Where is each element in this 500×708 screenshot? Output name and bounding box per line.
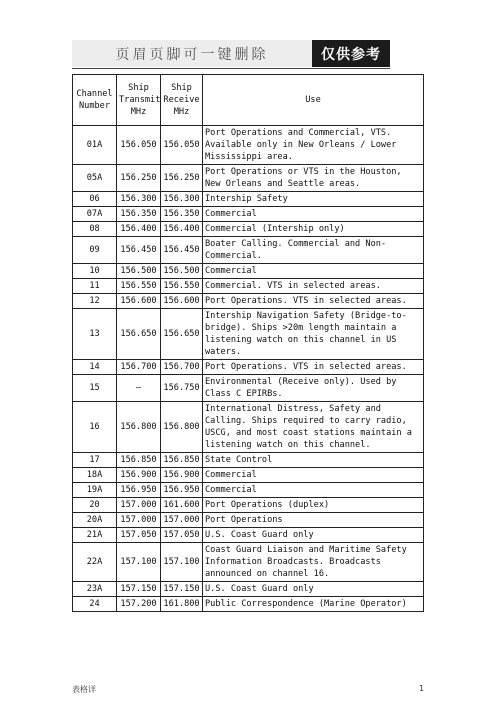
receive-cell: 156.350 — [161, 207, 203, 222]
table-row — [73, 222, 424, 237]
channel-cell: 23A — [73, 582, 117, 597]
channel-table — [72, 74, 424, 612]
receive-cell: 156.900 — [161, 468, 203, 483]
receive-cell: 156.500 — [161, 264, 203, 279]
use-cell: Boater Calling. Commercial and Non-Commercial. — [203, 237, 424, 264]
transmit-cell: 157.050 — [117, 528, 161, 543]
channel-cell: 19A — [73, 483, 117, 498]
use-cell: Commercial — [203, 483, 424, 498]
channel-cell: 05A — [73, 165, 117, 192]
table-row — [73, 543, 424, 582]
transmit-cell: 157.000 — [117, 513, 161, 528]
transmit-cell: 156.950 — [117, 483, 161, 498]
channel-cell: 06 — [73, 192, 117, 207]
transmit-cell: 156.500 — [117, 264, 161, 279]
use-cell: Port Operations (duplex) — [203, 498, 424, 513]
use-cell: Port Operations or VTS in the Houston, New Orleans and Seattle areas. — [203, 165, 424, 192]
receive-cell: 156.800 — [161, 402, 203, 453]
header-ship-transmit: Ship Transmit MHz — [117, 75, 161, 126]
receive-cell: 156.250 — [161, 165, 203, 192]
transmit-cell: 156.350 — [117, 207, 161, 222]
transmit-cell: 156.850 — [117, 453, 161, 468]
header-divider — [72, 68, 390, 69]
table-row — [73, 294, 424, 309]
table-row — [73, 360, 424, 375]
use-cell: U.S. Coast Guard only — [203, 582, 424, 597]
channel-cell: 12 — [73, 294, 117, 309]
header-use: Use — [203, 75, 424, 126]
use-cell: Environmental (Receive only). Used by Class C EPIRBs. — [203, 375, 424, 402]
use-cell: Commercial — [203, 468, 424, 483]
receive-cell: 157.000 — [161, 513, 203, 528]
channel-cell: 01A — [73, 126, 117, 165]
table-row — [73, 402, 424, 453]
receive-cell: 157.150 — [161, 582, 203, 597]
table-row — [73, 192, 424, 207]
use-cell: Port Operations. VTS in selected areas. — [203, 360, 424, 375]
channel-cell: 24 — [73, 597, 117, 612]
channel-cell: 17 — [73, 453, 117, 468]
use-cell: Coast Guard Liaison and Maritime Safety Information Broadcasts. Broadcasts announced on channel 16. — [203, 543, 424, 582]
transmit-cell: 156.400 — [117, 222, 161, 237]
channel-cell: 21A — [73, 528, 117, 543]
use-cell: Public Correspondence (Marine Operator) — [203, 597, 424, 612]
receive-cell: 157.050 — [161, 528, 203, 543]
channel-cell: 20A — [73, 513, 117, 528]
use-cell: State Control — [203, 453, 424, 468]
channel-cell: 09 — [73, 237, 117, 264]
use-cell: Commercial — [203, 264, 424, 279]
table-header-row — [73, 75, 424, 126]
transmit-cell: 156.650 — [117, 309, 161, 360]
header-channel-number: Channel Number — [73, 75, 117, 126]
use-cell: International Distress, Safety and Calling. Ships required to carry radio, USCG, and most coast stations maintain a listening watch on this channel. — [203, 402, 424, 453]
channel-cell: 20 — [73, 498, 117, 513]
use-cell: Port Operations. VTS in selected areas. — [203, 294, 424, 309]
table-row — [73, 498, 424, 513]
transmit-cell: 156.250 — [117, 165, 161, 192]
table-row — [73, 309, 424, 360]
table-row — [73, 375, 424, 402]
channel-cell: 13 — [73, 309, 117, 360]
page-header — [72, 40, 390, 67]
use-cell: Commercial. VTS in selected areas. — [203, 279, 424, 294]
channel-cell: 18A — [73, 468, 117, 483]
channel-cell: 11 — [73, 279, 117, 294]
footer-label: 表格详 — [72, 685, 96, 694]
channel-cell: 14 — [73, 360, 117, 375]
transmit-cell: 156.050 — [117, 126, 161, 165]
table-row — [73, 528, 424, 543]
receive-cell: 156.450 — [161, 237, 203, 264]
header-title: 页眉页脚可一键删除 — [72, 40, 312, 67]
transmit-cell: 157.200 — [117, 597, 161, 612]
page-number: 1 — [419, 684, 425, 693]
transmit-cell: 156.900 — [117, 468, 161, 483]
table-row — [73, 237, 424, 264]
receive-cell: 161.800 — [161, 597, 203, 612]
transmit-cell: 156.600 — [117, 294, 161, 309]
transmit-cell: 156.550 — [117, 279, 161, 294]
transmit-cell: 157.000 — [117, 498, 161, 513]
table-row — [73, 165, 424, 192]
table-row — [73, 207, 424, 222]
receive-cell: 156.700 — [161, 360, 203, 375]
receive-cell: 156.050 — [161, 126, 203, 165]
receive-cell: 156.400 — [161, 222, 203, 237]
table-row — [73, 126, 424, 165]
channel-cell: 08 — [73, 222, 117, 237]
use-cell: Port Operations and Commercial, VTS. Available only in New Orleans / Lower Mississippi area. — [203, 126, 424, 165]
table-row — [73, 468, 424, 483]
receive-cell: 156.850 — [161, 453, 203, 468]
table-row — [73, 513, 424, 528]
channel-cell: 22A — [73, 543, 117, 582]
receive-cell: 156.550 — [161, 279, 203, 294]
transmit-cell: 156.700 — [117, 360, 161, 375]
receive-cell: 157.100 — [161, 543, 203, 582]
table-body — [73, 126, 424, 612]
transmit-cell: 156.450 — [117, 237, 161, 264]
use-cell: Commercial (Intership only) — [203, 222, 424, 237]
transmit-cell: 156.300 — [117, 192, 161, 207]
receive-cell: 156.600 — [161, 294, 203, 309]
channel-cell: 16 — [73, 402, 117, 453]
transmit-cell: — — [117, 375, 161, 402]
table-row — [73, 597, 424, 612]
transmit-cell: 157.100 — [117, 543, 161, 582]
receive-cell: 156.650 — [161, 309, 203, 360]
use-cell: Intership Safety — [203, 192, 424, 207]
table-row — [73, 279, 424, 294]
table-row — [73, 582, 424, 597]
receive-cell: 156.750 — [161, 375, 203, 402]
use-cell: Port Operations — [203, 513, 424, 528]
use-cell: U.S. Coast Guard only — [203, 528, 424, 543]
channel-cell: 10 — [73, 264, 117, 279]
transmit-cell: 157.150 — [117, 582, 161, 597]
receive-cell: 156.300 — [161, 192, 203, 207]
table-row — [73, 453, 424, 468]
receive-cell: 161.600 — [161, 498, 203, 513]
receive-cell: 156.950 — [161, 483, 203, 498]
transmit-cell: 156.800 — [117, 402, 161, 453]
table-row — [73, 264, 424, 279]
channel-cell: 15 — [73, 375, 117, 402]
channel-cell: 07A — [73, 207, 117, 222]
header-ship-receive: Ship Receive MHz — [161, 75, 203, 126]
header-stamp: 仅供参考 — [312, 40, 390, 67]
use-cell: Intership Navigation Safety (Bridge-to-bridge). Ships >20m length maintain a listening watch on this channel in US waters. — [203, 309, 424, 360]
table-row — [73, 483, 424, 498]
use-cell: Commercial — [203, 207, 424, 222]
